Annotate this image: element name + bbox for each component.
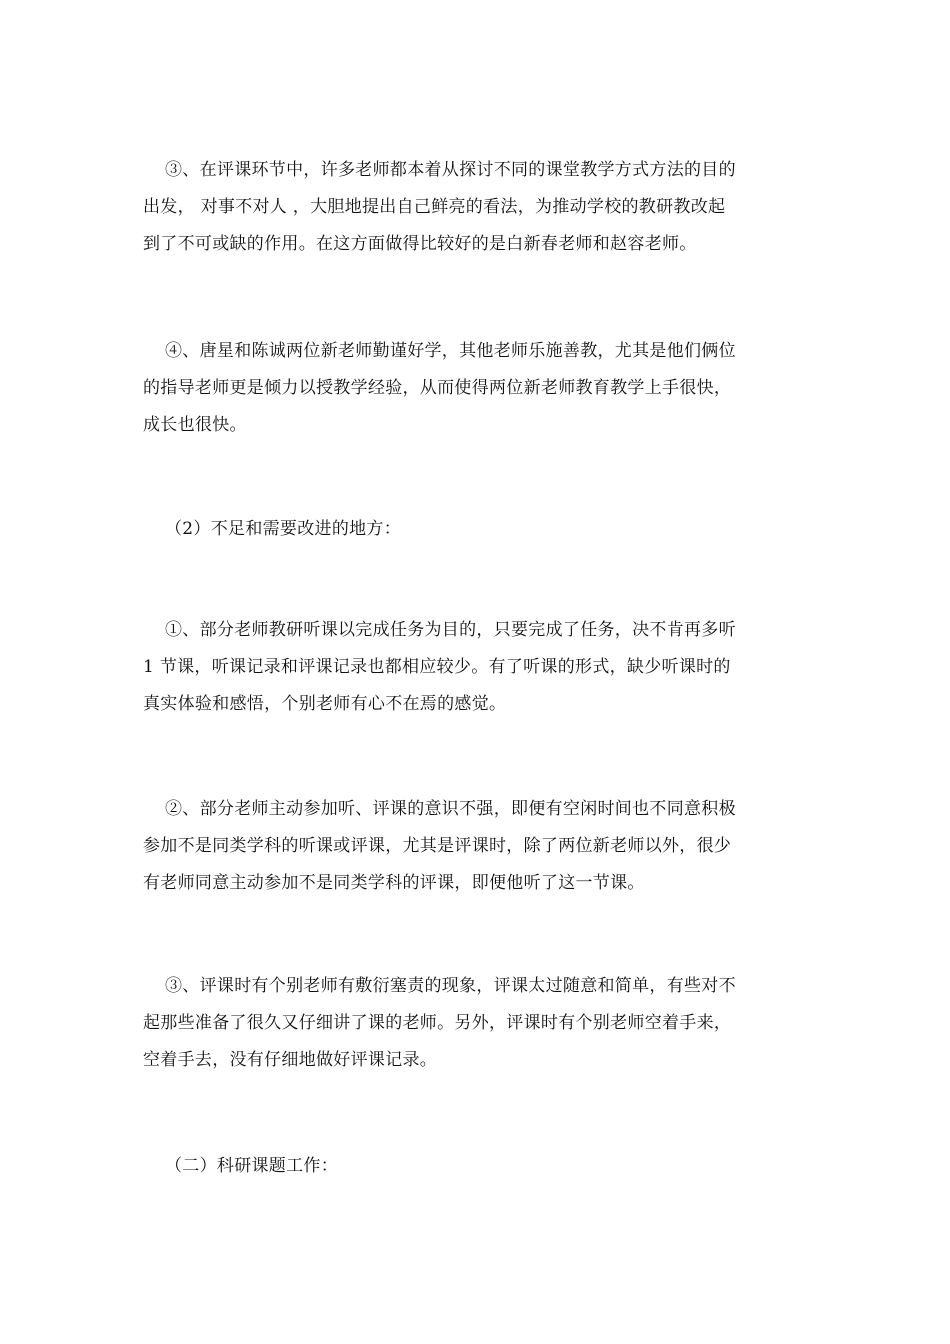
paragraph-line: 1 节课，听课记录和评课记录也都相应较少。有了听课的形式，缺少听课时的 [143,657,731,677]
paragraph-shortcoming-2 [143,791,803,902]
paragraph-line: 到了不可或缺的作用。在这方面做得比较好的是白新春老师和赵容老师。 [143,234,697,254]
paragraph-line: ④、唐星和陈诚两位新老师勤谨好学，其他老师乐施善教，尤其是他们俩位 [165,341,736,361]
paragraph-line: 空着手去，没有仔细地做好评课记录。 [143,1050,438,1070]
paragraph-line: 的指导老师更是倾力以授教学经验，从而使得两位新老师教育教学上手很快， [143,378,732,398]
paragraph-line: ③、在评课环节中，许多老师都本着从探讨不同的课堂教学方式方法的目的 [165,160,736,180]
paragraph-shortcoming-3 [143,968,803,1079]
paragraph-line: 有老师同意主动参加不是同类学科的评课，即便他听了这一节课。 [143,873,645,893]
paragraph-new-teachers [143,333,803,444]
paragraph-line: 起那些准备了很久又仔细讲了课的老师。另外，评课时有个别老师空着手来， [143,1013,732,1033]
paragraph-line: 真实体验和感悟，个别老师有心不在焉的感觉。 [143,694,507,714]
paragraph-shortcoming-1 [143,612,803,723]
paragraph-line: 参加不是同类学科的听课或评课，尤其是评课时，除了两位新老师以外，很少 [143,836,732,856]
paragraph-line: 出发， 对事不对人 ，大胆地提出自己鲜亮的看法，为推动学校的教研教改起 [143,197,726,217]
paragraph-line: ②、部分老师主动参加听、评课的意识不强，即便有空闲时间也不同意积极 [165,799,736,819]
paragraph-line: 成长也很快。 [143,415,247,435]
section-heading-shortcomings: （2）不足和需要改进的地方： [165,519,402,539]
paragraph-line: ①、部分老师教研听课以完成任务为目的，只要完成了任务，决不肯再多听 [165,620,736,640]
paragraph-line: ③、评课时有个别老师有敷衍塞责的现象，评课太过随意和简单，有些对不 [165,976,736,996]
section-heading-research-projects: （二）科研课题工作： [165,1156,338,1176]
paragraph-evaluation-strengths [143,152,803,263]
